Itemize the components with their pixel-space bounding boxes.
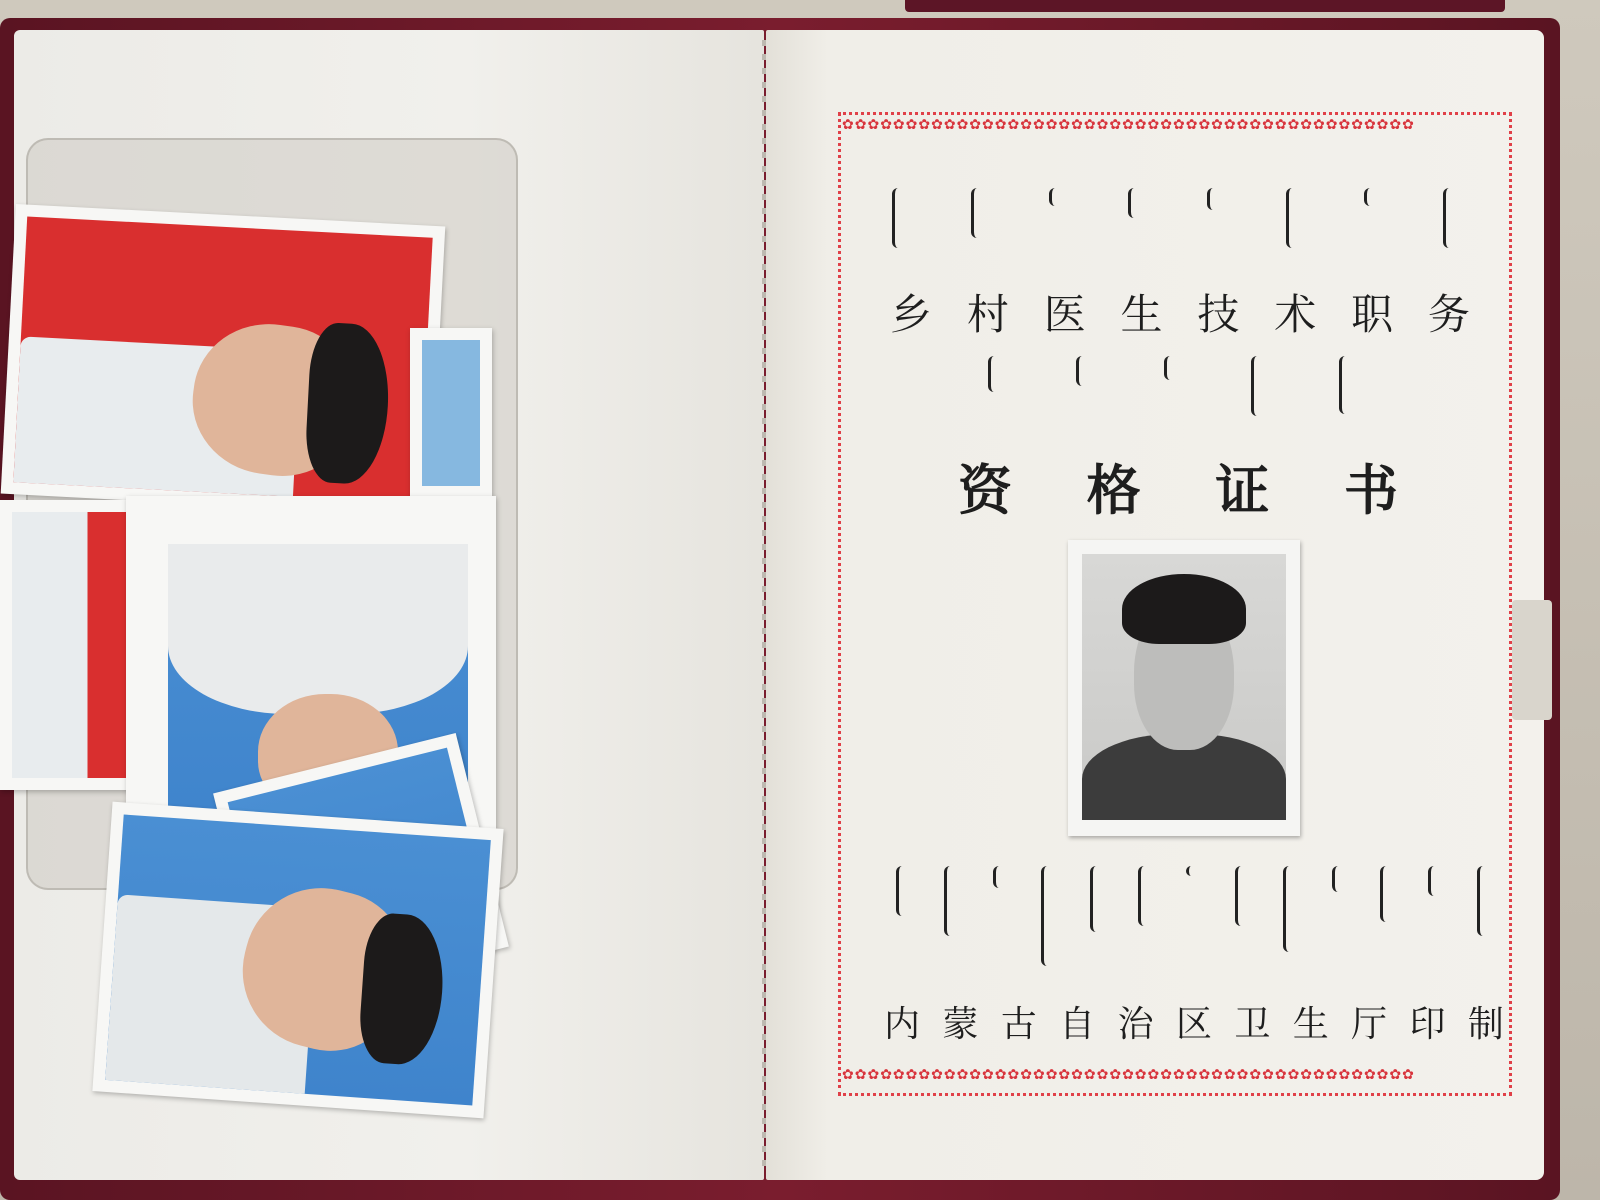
certificate-holder-photo: [1068, 540, 1300, 836]
mongolian-script-glyph: [988, 356, 1358, 426]
certificate-subtitle: 乡 村 医 生 技 术 职 务: [890, 290, 1470, 339]
flower-ornament-icon: ✿✿✿✿✿✿✿✿✿✿✿✿✿✿✿✿✿✿✿✿✿✿✿✿✿✿✿✿✿✿✿✿✿✿✿✿✿✿✿✿✿✿✿✿✿: [842, 1068, 1415, 1082]
id-photo-blue-bottom: [92, 802, 503, 1119]
id-photo-blue-back: [410, 328, 492, 498]
second-booklet-edge: [905, 0, 1505, 12]
mongolian-script-glyph: [892, 188, 1462, 268]
flower-ornament-icon: ✿✿✿✿✿✿✿✿✿✿✿✿✿✿✿✿✿✿✿✿✿✿✿✿✿✿✿✿✿✿✿✿✿✿✿✿✿✿✿✿✿✿✿✿✿: [842, 118, 1415, 132]
mongolian-script-glyph: [896, 866, 1496, 976]
certificate-title: 资 格 证 书: [958, 458, 1398, 522]
issuer-line: 内 蒙 古 自 治 区 卫 生 厅 印 制: [884, 1004, 1504, 1045]
id-photo-red: [1, 204, 446, 516]
torn-page-edge: [1512, 600, 1552, 720]
